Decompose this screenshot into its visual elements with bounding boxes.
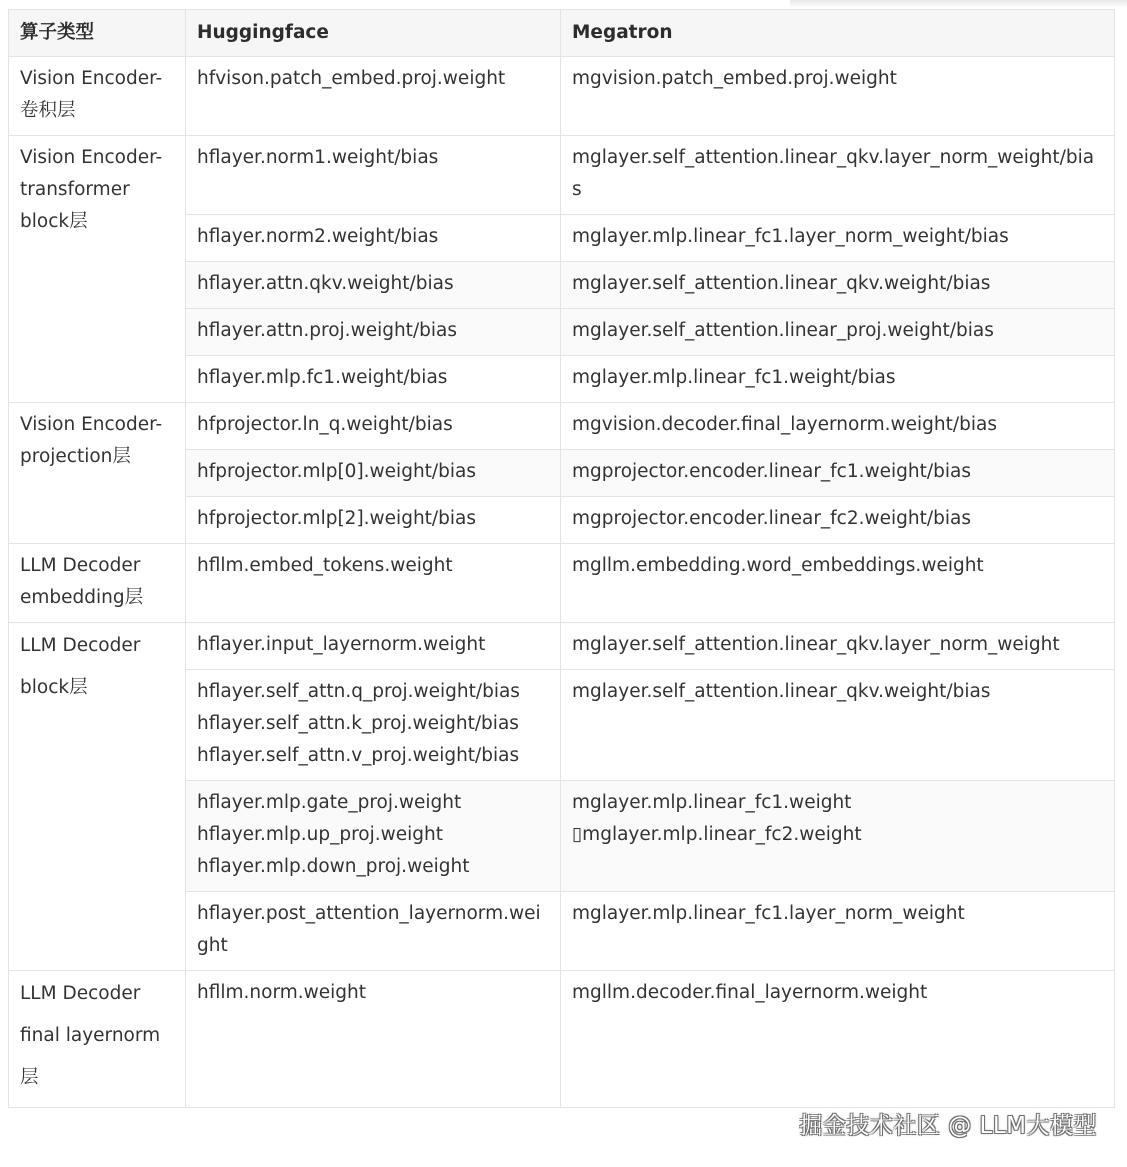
operator-type-line: 卷积层 xyxy=(20,100,76,121)
watermark: 掘金技术社区 @ LLM大模型 xyxy=(799,1113,1097,1139)
huggingface-param-cell xyxy=(186,623,561,670)
megatron-param-name: mglayer.self_attention.linear_qkv.layer_norm_weight/bias xyxy=(572,147,1095,200)
operator-type-line: block层 xyxy=(20,677,88,698)
huggingface-param-name: hflayer.attn.qkv.weight/bias xyxy=(197,273,454,294)
table-row xyxy=(9,623,1115,670)
operator-type-cell xyxy=(9,544,186,623)
operator-type-cell xyxy=(9,136,186,403)
huggingface-param-cell xyxy=(186,215,561,262)
huggingface-param-name: hfprojector.mlp[0].weight/bias xyxy=(197,461,477,482)
megatron-param-name: mgllm.embedding.word_embeddings.weight xyxy=(572,555,984,576)
operator-type-line: 层 xyxy=(20,1067,39,1088)
megatron-param-cell xyxy=(561,670,1115,781)
operator-type-line: LLM Decoder xyxy=(20,635,141,656)
megatron-param-name: mglayer.mlp.linear_fc1.layer_norm_weight/bias xyxy=(572,226,1009,247)
huggingface-param-name: hflayer.attn.proj.weight/bias xyxy=(197,320,458,341)
huggingface-param-name: hflayer.post_attention_layernorm.weight xyxy=(197,903,541,956)
huggingface-param-cell xyxy=(186,450,561,497)
megatron-param-name: mgllm.decoder.final_layernorm.weight xyxy=(572,982,928,1003)
huggingface-param-name: hflayer.norm1.weight/bias xyxy=(197,147,439,168)
table-row xyxy=(9,971,1115,1108)
header-row xyxy=(9,10,1115,57)
huggingface-param-cell xyxy=(186,670,561,781)
megatron-param-cell xyxy=(561,215,1115,262)
operator-type-cell xyxy=(9,57,186,136)
megatron-param-name: mglayer.self_attention.linear_qkv.weight/bias xyxy=(572,681,991,702)
megatron-param-cell xyxy=(561,262,1115,309)
operator-type-line: embedding层 xyxy=(20,587,144,608)
huggingface-param-name: hflayer.mlp.up_proj.weight xyxy=(197,824,443,845)
header-megatron: Megatron xyxy=(561,10,1115,57)
huggingface-param-name: hflayer.mlp.gate_proj.weight xyxy=(197,792,462,813)
header-huggingface: Huggingface xyxy=(186,10,561,57)
table-row xyxy=(9,136,1115,215)
operator-type-line: Vision Encoder- xyxy=(20,414,163,435)
huggingface-param-name: hflayer.mlp.fc1.weight/bias xyxy=(197,367,448,388)
megatron-param-name: mgprojector.encoder.linear_fc2.weight/bias xyxy=(572,508,971,529)
megatron-param-name: mgvision.patch_embed.proj.weight xyxy=(572,68,897,89)
table-row xyxy=(9,403,1115,450)
megatron-param-cell xyxy=(561,971,1115,1108)
megatron-param-cell xyxy=(561,309,1115,356)
megatron-param-name: mglayer.mlp.linear_fc1.weight xyxy=(572,792,852,813)
megatron-param-cell xyxy=(561,57,1115,136)
huggingface-param-cell xyxy=(186,781,561,892)
huggingface-param-name: hfvison.patch_embed.proj.weight xyxy=(197,68,506,89)
operator-type-line: block层 xyxy=(20,211,88,232)
megatron-param-name: ▯mglayer.mlp.linear_fc2.weight xyxy=(572,824,862,845)
huggingface-param-name: hflayer.self_attn.q_proj.weight/bias xyxy=(197,681,520,702)
table-row xyxy=(9,57,1115,136)
operator-type-line: LLM Decoder xyxy=(20,555,141,576)
megatron-param-cell xyxy=(561,497,1115,544)
huggingface-param-cell xyxy=(186,309,561,356)
operator-type-line: projection层 xyxy=(20,446,131,467)
huggingface-param-name: hflayer.input_layernorm.weight xyxy=(197,634,486,655)
huggingface-param-cell xyxy=(186,136,561,215)
megatron-param-cell xyxy=(561,892,1115,971)
megatron-param-name: mgprojector.encoder.linear_fc1.weight/bias xyxy=(572,461,971,482)
operator-type-line: Vision Encoder- xyxy=(20,68,163,89)
huggingface-param-name: hflayer.self_attn.v_proj.weight/bias xyxy=(197,745,520,766)
megatron-param-cell xyxy=(561,356,1115,403)
huggingface-param-name: hflayer.norm2.weight/bias xyxy=(197,226,439,247)
huggingface-param-cell xyxy=(186,544,561,623)
header-operator-type: 算子类型 xyxy=(9,10,186,57)
huggingface-param-name: hfllm.embed_tokens.weight xyxy=(197,555,453,576)
huggingface-param-cell xyxy=(186,356,561,403)
huggingface-param-cell xyxy=(186,57,561,136)
top-shadow xyxy=(790,0,1127,8)
huggingface-param-cell xyxy=(186,971,561,1108)
operator-type-line: transformer xyxy=(20,179,130,200)
megatron-param-cell xyxy=(561,403,1115,450)
megatron-param-cell xyxy=(561,450,1115,497)
table-header xyxy=(9,10,1115,57)
operator-type-line: final layernorm xyxy=(20,1025,161,1046)
weight-mapping-table xyxy=(8,9,1115,1108)
megatron-param-name: mglayer.self_attention.linear_qkv.layer_norm_weight xyxy=(572,634,1060,655)
huggingface-param-name: hfprojector.ln_q.weight/bias xyxy=(197,414,453,435)
huggingface-param-name: hfllm.norm.weight xyxy=(197,982,367,1003)
megatron-param-name: mglayer.mlp.linear_fc1.layer_norm_weight xyxy=(572,903,965,924)
megatron-param-name: mglayer.mlp.linear_fc1.weight/bias xyxy=(572,367,896,388)
huggingface-param-cell xyxy=(186,262,561,309)
megatron-param-cell xyxy=(561,544,1115,623)
huggingface-param-cell xyxy=(186,497,561,544)
megatron-param-cell xyxy=(561,781,1115,892)
table-row xyxy=(9,544,1115,623)
megatron-param-name: mgvision.decoder.final_layernorm.weight/bias xyxy=(572,414,997,435)
megatron-param-cell xyxy=(561,623,1115,670)
operator-type-cell xyxy=(9,971,186,1108)
operator-type-cell xyxy=(9,623,186,971)
huggingface-param-cell xyxy=(186,892,561,971)
table-body xyxy=(9,57,1115,1108)
huggingface-param-name: hflayer.mlp.down_proj.weight xyxy=(197,856,470,877)
huggingface-param-name: hflayer.self_attn.k_proj.weight/bias xyxy=(197,713,519,734)
huggingface-param-cell xyxy=(186,403,561,450)
megatron-param-cell xyxy=(561,136,1115,215)
megatron-param-name: mglayer.self_attention.linear_proj.weight/bias xyxy=(572,320,994,341)
megatron-param-name: mglayer.self_attention.linear_qkv.weight/bias xyxy=(572,273,991,294)
operator-type-cell xyxy=(9,403,186,544)
huggingface-param-name: hfprojector.mlp[2].weight/bias xyxy=(197,508,477,529)
operator-type-line: LLM Decoder xyxy=(20,983,141,1004)
operator-type-line: Vision Encoder- xyxy=(20,147,163,168)
